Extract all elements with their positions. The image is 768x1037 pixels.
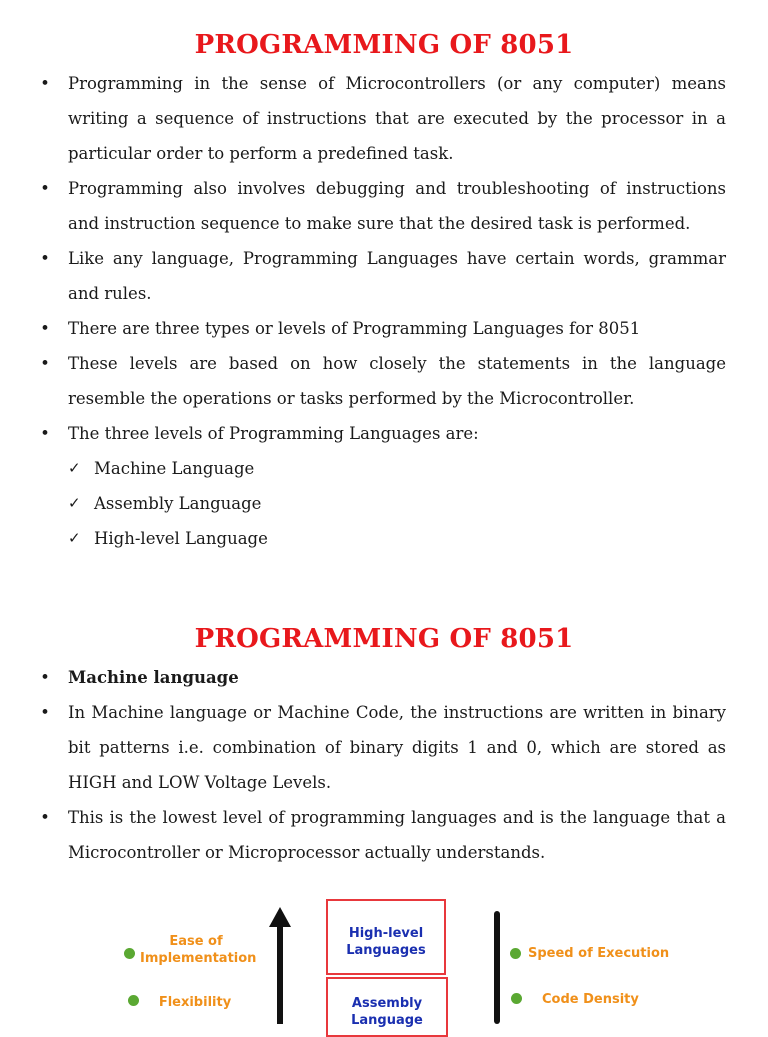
up-arrow-icon (268, 907, 292, 1024)
speed-of-execution-label: Speed of Execution (528, 946, 670, 961)
level-label: Machine Language (94, 459, 255, 478)
level-label: Assembly Language (94, 494, 262, 513)
bullet-dot-icon: • (40, 179, 50, 198)
green-dot-icon (511, 993, 522, 1004)
bullet-dot-icon: • (40, 808, 50, 827)
code-density-label: Code Density (542, 992, 639, 1007)
green-dot-icon (124, 948, 135, 959)
bullet-dot-icon: • (40, 249, 50, 268)
high-level-languages-box (326, 899, 446, 975)
page-title: PROGRAMMING OF 8051 (194, 624, 574, 654)
list-item-text: There are three types or levels of Programming Languages for 8051 (68, 319, 641, 338)
bullet-list (0, 66, 768, 451)
list-item (0, 171, 768, 241)
level-label: High-level Language (94, 529, 268, 548)
bullet-dot-icon: • (40, 424, 50, 443)
bullet-dot-icon: • (40, 74, 50, 93)
bullet-dot-icon: • (40, 319, 50, 338)
checkmark-icon: ✓ (68, 494, 81, 512)
list-item-text: Programming also involves debugging and troubleshooting of instructions and instruction sequence to make sure that the desired task is performed. (68, 179, 726, 233)
language-levels-diagram (0, 895, 768, 1028)
page-title: PROGRAMMING OF 8051 (194, 30, 574, 60)
list-item-text: Like any language, Programming Languages have certain words, grammar and rules. (68, 249, 726, 303)
list-item (0, 416, 768, 451)
level-item (0, 451, 768, 486)
list-item (0, 311, 768, 346)
list-item-text: These levels are based on how closely the statements in the language resemble the operations or tasks performed by the Microcontroller. (68, 354, 726, 408)
list-item-text: In Machine language or Machine Code, the instructions are written in binary bit patterns i.e. combination of binary digits 1 and 0, which are stored as HIGH and LOW Voltage Levels. (68, 703, 726, 792)
list-item (0, 66, 768, 171)
list-item-text: The three levels of Programming Languages are: (68, 424, 479, 443)
bullet-list (0, 660, 768, 870)
list-item (0, 695, 768, 800)
bullet-dot-icon: • (40, 703, 50, 722)
list-item (0, 346, 768, 416)
box-label: High-level Languages (346, 926, 426, 958)
list-item (0, 241, 768, 311)
level-item (0, 521, 768, 556)
level-list (0, 451, 768, 556)
list-item (0, 800, 768, 870)
list-item-text: This is the lowest level of programming languages and is the language that a Microcontroller or Microprocessor actually understands. (68, 808, 726, 862)
list-item-text: Programming in the sense of Microcontrollers (or any computer) means writing a sequence of instructions that are executed by the processor in a particular order to perform a predefined task. (68, 74, 726, 163)
green-dot-icon (128, 995, 139, 1006)
box-label: Assembly Language (351, 996, 423, 1028)
down-arrow-line (494, 911, 500, 1024)
ease-of-implementation-label: Ease of Implementation (140, 934, 257, 966)
assembly-language-box (326, 977, 448, 1037)
bullet-dot-icon: • (40, 668, 50, 687)
slide-1 (0, 30, 768, 556)
checkmark-icon: ✓ (68, 529, 81, 547)
level-item (0, 486, 768, 521)
green-dot-icon (510, 948, 521, 959)
checkmark-icon: ✓ (68, 459, 81, 477)
list-item (0, 660, 768, 695)
slide-2 (0, 624, 768, 870)
list-item-text: Machine language (68, 668, 239, 687)
bullet-dot-icon: • (40, 354, 50, 373)
flexibility-label: Flexibility (158, 995, 232, 1010)
